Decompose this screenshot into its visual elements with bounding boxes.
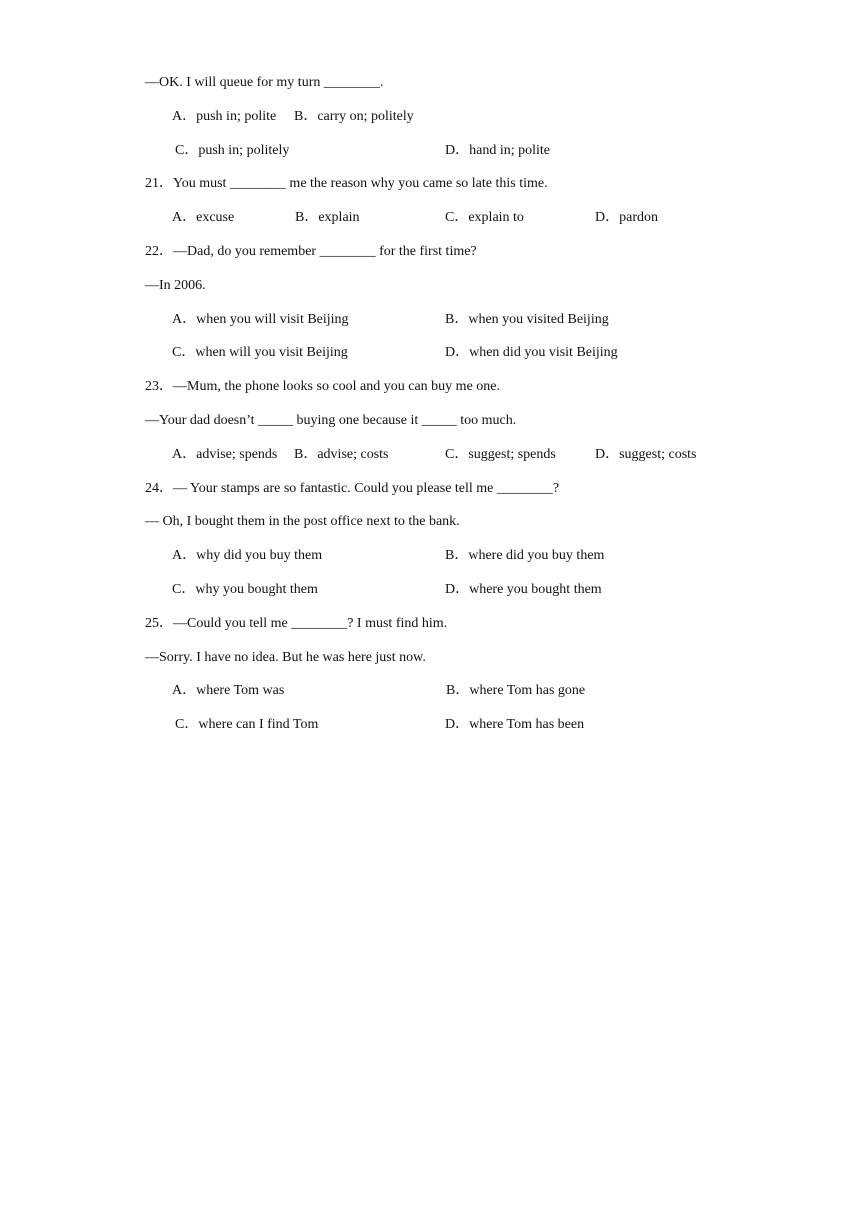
option-c: C．when will you visit Beijing xyxy=(172,345,348,360)
option-a: A．where Tom was xyxy=(172,683,285,698)
option-c: C．push in; politely xyxy=(175,143,290,158)
option-d: D．where Tom has been xyxy=(445,717,585,732)
option-d: D．when did you visit Beijing xyxy=(445,345,618,360)
option-b: B．carry on; politely xyxy=(294,109,414,124)
option-b: B．where did you buy them xyxy=(445,548,605,563)
option-b: B．advise; costs xyxy=(294,447,389,462)
question-line: 25．—Could you tell me ________? I must find him. xyxy=(145,616,448,631)
answer-line: —In 2006. xyxy=(145,278,206,293)
question-line: 23．—Mum, the phone looks so cool and you can buy me one. xyxy=(145,379,501,394)
question-line: 22．—Dad, do you remember ________ for the first time? xyxy=(145,244,477,259)
option-c: C．suggest; spends xyxy=(445,447,556,462)
question-line: 24．— Your stamps are so fantastic. Could you please tell me ________? xyxy=(145,481,560,496)
option-b: B．explain xyxy=(295,210,360,225)
option-b: B．where Tom has gone xyxy=(446,683,586,698)
option-a: A．excuse xyxy=(172,210,235,225)
option-c: C．explain to xyxy=(445,210,524,225)
answer-line: —Your dad doesn’t _____ buying one because it _____ too much. xyxy=(145,413,517,428)
answer-line: — Oh, I bought them in the post office next to the bank. xyxy=(145,514,460,529)
option-a: A．advise; spends xyxy=(172,447,278,462)
option-d: D．where you bought them xyxy=(445,582,602,597)
option-a: A．when you will visit Beijing xyxy=(172,312,349,327)
option-a: A．push in; polite xyxy=(172,109,277,124)
option-d: D．hand in; polite xyxy=(445,143,550,158)
answer-line: —Sorry. I have no idea. But he was here just now. xyxy=(145,650,426,665)
option-c: C．where can I find Tom xyxy=(175,717,319,732)
option-c: C．why you bought them xyxy=(172,582,318,597)
option-d: D．suggest; costs xyxy=(595,447,697,462)
question-line: —OK. I will queue for my turn ________. xyxy=(145,75,384,90)
option-b: B．when you visited Beijing xyxy=(445,312,609,327)
question-line: 21．You must ________ me the reason why you came so late this time. xyxy=(145,176,548,191)
option-d: D．pardon xyxy=(595,210,658,225)
option-a: A．why did you buy them xyxy=(172,548,323,563)
